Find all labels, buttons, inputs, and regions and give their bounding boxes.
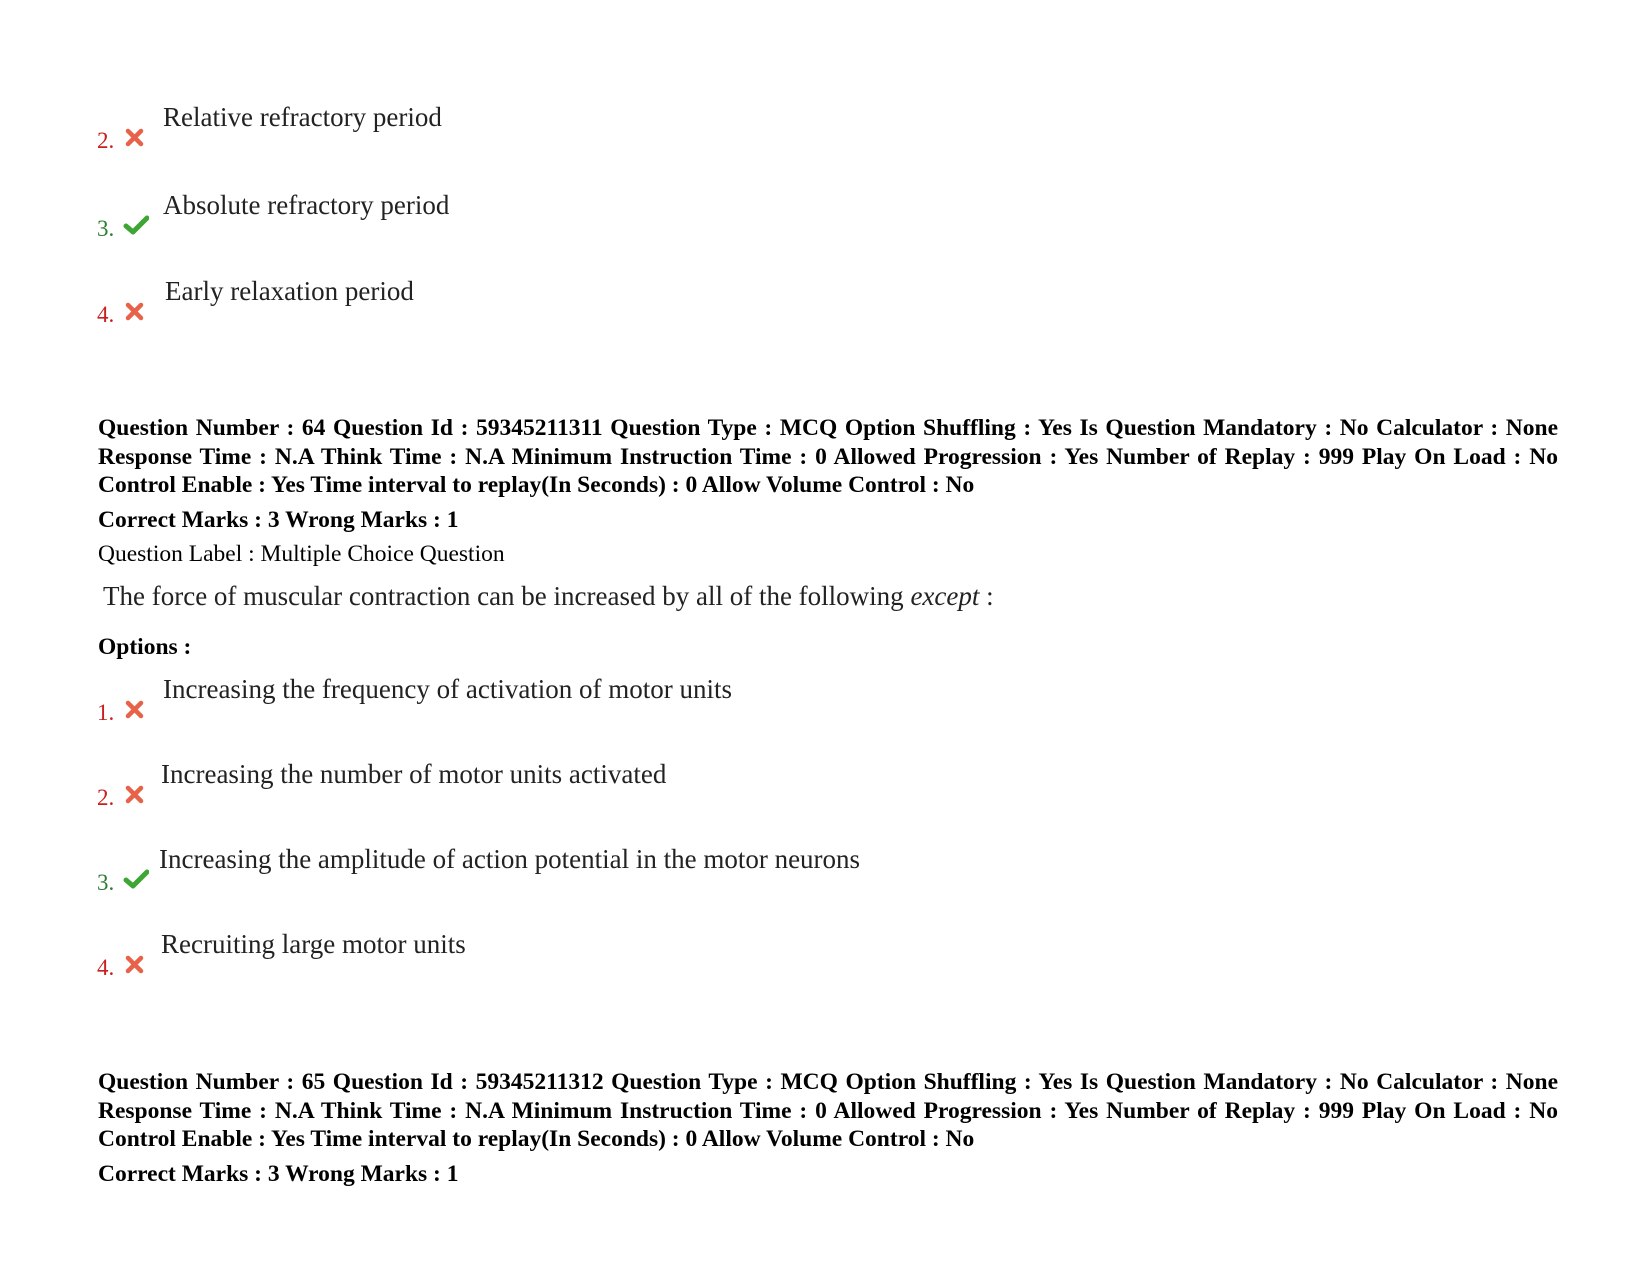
option-text: Increasing the frequency of activation of motor units — [163, 674, 733, 704]
option-text: Recruiting large motor units — [161, 929, 466, 959]
question-65-meta: Question Number : 65 Question Id : 59345211312 Question Type : MCQ Option Shuffling : Yes Is Question Mandatory : No Calculator : None Response Time : N.A Think Time : N.A Minimum Instruction Time : 0 Allowed Progression : Yes Number of Replay : 999 Play On Load : No Control Enable : Yes Time interval to replay(In Seconds) : 0 Allow Volume Control : No — [98, 1069, 1558, 1152]
option-number: 2. — [97, 128, 115, 153]
option-text: Absolute refractory period — [163, 190, 450, 220]
option-text: Relative refractory period — [163, 102, 442, 132]
option-item — [97, 98, 1097, 158]
option-number: 1. — [97, 700, 115, 725]
option-number: 3. — [97, 870, 115, 895]
option-number: 4. — [97, 302, 115, 327]
option-number: 4. — [97, 955, 115, 980]
cross-icon — [123, 782, 147, 806]
option-item — [97, 925, 1097, 985]
cross-icon — [123, 125, 147, 149]
question-64-label: Question Label : Multiple Choice Question — [98, 541, 505, 567]
question-64-text — [103, 581, 994, 612]
cross-icon — [123, 952, 147, 976]
question-64-meta: Question Number : 64 Question Id : 59345211311 Question Type : MCQ Option Shuffling : Yes Is Question Mandatory : No Calculator : None Response Time : N.A Think Time : N.A Minimum Instruction Time : 0 Allowed Progression : Yes Number of Replay : 999 Play On Load : No Control Enable : Yes Time interval to replay(In Seconds) : 0 Allow Volume Control : No — [98, 415, 1558, 498]
option-text: Increasing the amplitude of action potential in the motor neurons — [159, 844, 861, 874]
question-text-main: The force of muscular contraction can be increased by all of the following — [103, 581, 911, 611]
option-text: Early relaxation period — [165, 276, 414, 306]
option-item — [97, 272, 1097, 332]
option-text: Increasing the number of motor units activated — [161, 759, 667, 789]
check-icon — [123, 213, 149, 237]
option-item — [97, 186, 1097, 246]
cross-icon — [123, 697, 147, 721]
question-text-emphasis: except — [910, 581, 980, 611]
question-text-tail: : — [979, 581, 994, 611]
cross-icon — [123, 299, 147, 323]
option-item — [97, 670, 1097, 730]
option-number: 3. — [97, 216, 115, 241]
question-65-marks: Correct Marks : 3 Wrong Marks : 1 — [98, 1161, 459, 1187]
check-icon — [123, 867, 149, 891]
options-heading: Options : — [98, 634, 192, 660]
option-number: 2. — [97, 785, 115, 810]
option-item — [97, 840, 1097, 900]
question-64-marks: Correct Marks : 3 Wrong Marks : 1 — [98, 507, 459, 533]
option-item — [97, 755, 1097, 815]
